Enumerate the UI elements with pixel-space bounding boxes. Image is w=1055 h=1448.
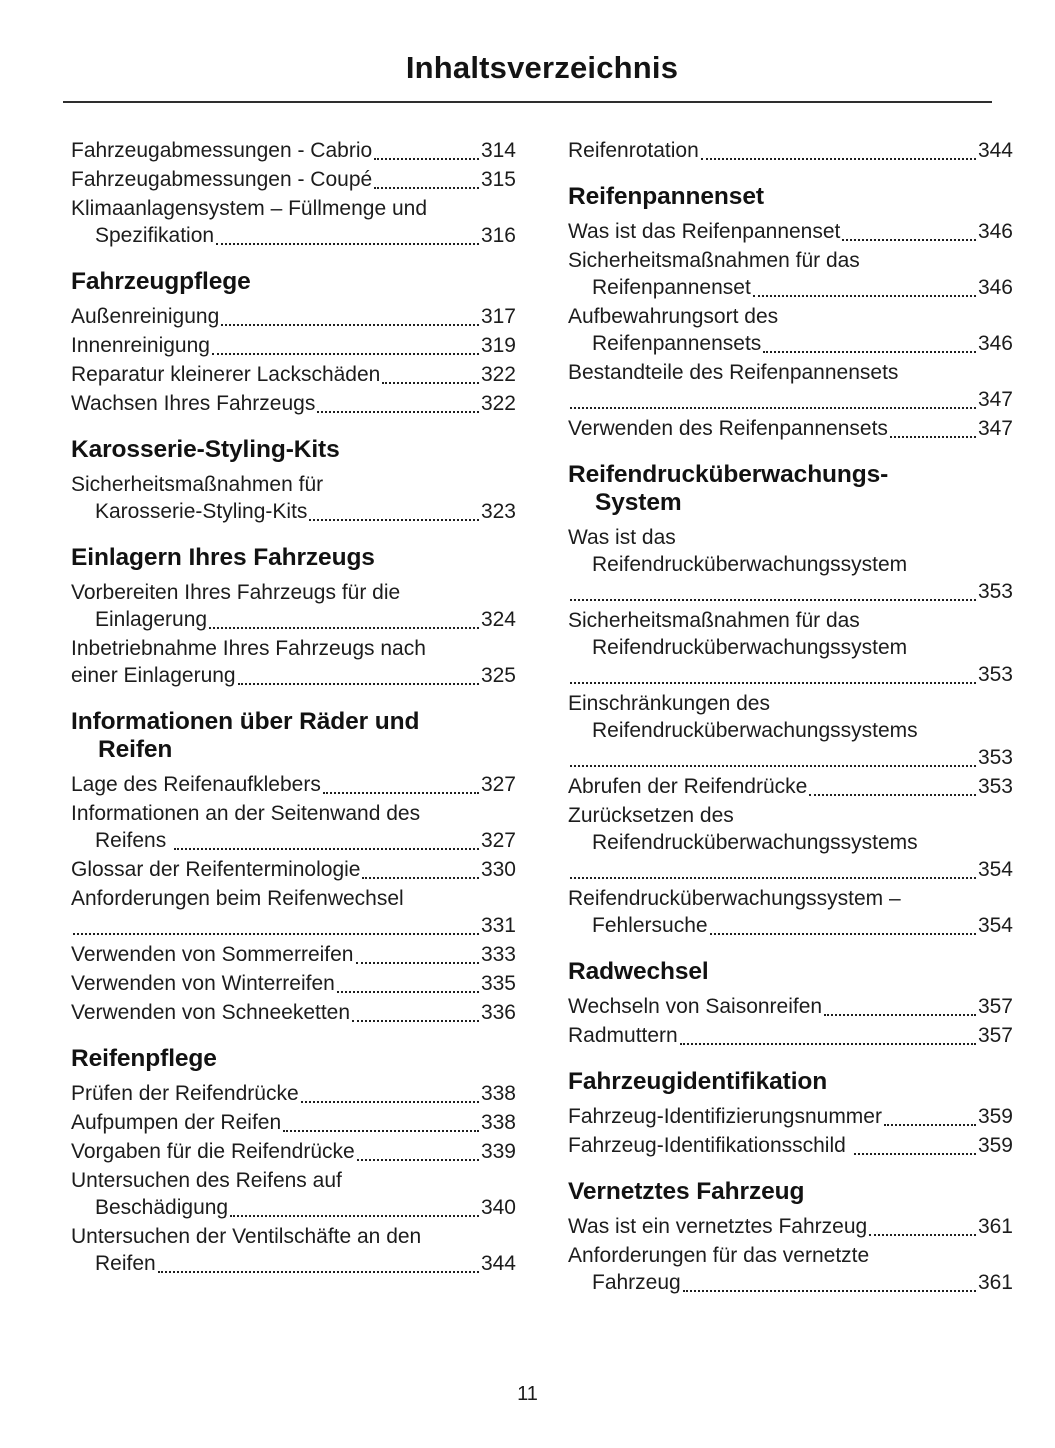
toc-column-right xyxy=(568,137,1013,1298)
toc-section-heading xyxy=(71,1045,516,1073)
toc-entry xyxy=(71,970,516,997)
toc-page-ref: 339 xyxy=(480,1140,516,1163)
toc-page-ref: 327 xyxy=(480,829,516,852)
toc-section-heading xyxy=(568,183,1013,211)
page-number: 11 xyxy=(517,1383,538,1405)
toc-page-ref: 347 xyxy=(977,417,1013,440)
toc-entry-leader-line xyxy=(71,771,516,798)
toc-page-ref: 359 xyxy=(977,1134,1013,1157)
toc-entry xyxy=(71,579,516,633)
toc-section-heading-line: System xyxy=(595,489,682,516)
dot-leader xyxy=(238,662,479,689)
toc-entry-leader-line xyxy=(71,303,516,330)
toc-entry-leader-line xyxy=(71,166,516,193)
toc-entry-line: Sicherheitsmaßnahmen für das xyxy=(568,249,860,272)
toc-entry-text: Einlagerung xyxy=(95,608,208,631)
toc-section-heading xyxy=(568,1178,1013,1206)
toc-section-heading-line: Einlagern Ihres Fahrzeugs xyxy=(71,544,375,571)
dot-leader xyxy=(374,137,479,164)
toc-entry-text: Außenreinigung xyxy=(71,305,220,328)
toc-entry xyxy=(568,607,1013,688)
toc-entry-text: Verwenden von Sommerreifen xyxy=(71,943,354,966)
toc-page-ref: 340 xyxy=(480,1196,516,1219)
toc-entry xyxy=(568,1022,1013,1049)
toc-entry-text: Reifenpannenset xyxy=(592,276,751,299)
toc-entry-leader-line xyxy=(71,941,516,968)
toc-entry-leader-line xyxy=(568,1213,1013,1240)
toc-page-ref: 344 xyxy=(480,1252,516,1275)
toc-page-ref: 331 xyxy=(480,914,516,937)
toc-entry-line: Reifendrucküberwachungssystem xyxy=(592,636,908,659)
toc-entry-leader-line xyxy=(71,390,516,417)
toc-entry xyxy=(71,137,516,164)
toc-page-ref: 353 xyxy=(977,663,1013,686)
toc-entry-text: Was ist ein vernetztes Fahrzeug xyxy=(568,1215,868,1238)
toc-entry xyxy=(71,1080,516,1107)
toc-entry xyxy=(568,415,1013,442)
dot-leader xyxy=(374,166,479,193)
toc-page-ref: 346 xyxy=(977,276,1013,299)
toc-entry-line: Untersuchen des Reifens auf xyxy=(71,1169,342,1192)
toc-entry-line: Klimaanlagensystem – Füllmenge und xyxy=(71,197,428,220)
toc-entry-text: Was ist das Reifenpannenset xyxy=(568,220,841,243)
toc-entry xyxy=(568,1242,1013,1296)
toc-page-ref: 353 xyxy=(977,580,1013,603)
toc-entry xyxy=(568,802,1013,883)
dot-leader xyxy=(230,1194,479,1221)
toc-entry xyxy=(71,1109,516,1136)
toc-entry-text: Radmuttern xyxy=(568,1024,678,1047)
toc-section-heading-line: Vernetztes Fahrzeug xyxy=(568,1178,805,1205)
toc-entry xyxy=(71,885,516,939)
toc-entry xyxy=(71,1223,516,1277)
toc-entry-leader-line xyxy=(568,993,1013,1020)
toc-entry-line: Reifendrucküberwachungssystem – xyxy=(568,887,901,910)
toc-section-heading xyxy=(568,461,1013,517)
dot-leader xyxy=(209,606,479,633)
toc-entry-leader-line xyxy=(71,1250,516,1277)
dot-leader xyxy=(570,661,976,688)
dot-leader xyxy=(174,827,479,854)
toc-page-ref: 324 xyxy=(480,608,516,631)
dot-leader xyxy=(352,999,479,1026)
toc-page-ref: 359 xyxy=(977,1105,1013,1128)
toc-entry-leader-line xyxy=(71,856,516,883)
toc-entry xyxy=(568,690,1013,771)
toc-entry xyxy=(568,773,1013,800)
toc-entry-text: Reifenpannensets xyxy=(592,332,762,355)
toc-entry-leader-line xyxy=(71,970,516,997)
toc-page-ref: 361 xyxy=(977,1271,1013,1294)
toc-section-heading xyxy=(71,708,516,764)
toc-entry-leader-line xyxy=(71,827,516,854)
dot-leader xyxy=(683,1269,976,1296)
toc-entry-leader-line xyxy=(71,1080,516,1107)
toc-entry xyxy=(71,856,516,883)
toc-page-ref: 316 xyxy=(480,224,516,247)
toc-entry-text: Fahrzeugabmessungen - Coupé xyxy=(71,168,373,191)
toc-entry-line: Informationen an der Seitenwand des xyxy=(71,802,421,825)
dot-leader xyxy=(212,332,479,359)
dot-leader xyxy=(842,218,976,245)
toc-entry-leader-line xyxy=(71,912,516,939)
toc-entry-text: einer Einlagerung xyxy=(71,664,236,687)
toc-page-ref: 327 xyxy=(480,773,516,796)
dot-leader xyxy=(753,274,976,301)
dot-leader xyxy=(570,744,976,771)
toc-section-heading-line: Reifendrucküberwachungs- xyxy=(568,461,889,488)
toc-entry-text: Spezifikation xyxy=(95,224,215,247)
toc-entry xyxy=(71,635,516,689)
toc-entry xyxy=(71,941,516,968)
toc-section-heading xyxy=(568,1068,1013,1096)
toc-entry xyxy=(568,218,1013,245)
toc-entry-text: Beschädigung xyxy=(95,1196,229,1219)
dot-leader xyxy=(763,330,976,357)
dot-leader xyxy=(890,415,976,442)
toc-section-heading xyxy=(71,436,516,464)
dot-leader xyxy=(362,856,478,883)
toc-entry-line: Reifendrucküberwachungssystems xyxy=(592,831,918,854)
toc-page-ref: 346 xyxy=(977,332,1013,355)
toc-entry-leader-line xyxy=(568,912,1013,939)
toc-page-ref: 322 xyxy=(480,363,516,386)
page-title: Inhaltsverzeichnis xyxy=(405,50,679,85)
dot-leader xyxy=(317,390,479,417)
dot-leader xyxy=(382,361,479,388)
toc-entry-line: Aufbewahrungsort des xyxy=(568,305,779,328)
toc-page-ref: 319 xyxy=(480,334,516,357)
toc-section-heading-line: Karosserie-Styling-Kits xyxy=(71,436,340,463)
toc-page-ref: 330 xyxy=(480,858,516,881)
page-header xyxy=(71,38,1013,103)
toc-entry-leader-line xyxy=(568,330,1013,357)
toc-entry-leader-line xyxy=(568,137,1013,164)
toc-entry-leader-line xyxy=(568,218,1013,245)
toc-page-ref: 325 xyxy=(480,664,516,687)
toc-entry-leader-line xyxy=(71,606,516,633)
toc-page-ref: 361 xyxy=(977,1215,1013,1238)
toc-entry-line: Reifendrucküberwachungssystems xyxy=(592,719,918,742)
toc-entry-leader-line xyxy=(568,578,1013,605)
toc-entry-text: Reifens xyxy=(95,829,173,852)
toc-page-ref: 323 xyxy=(480,500,516,523)
toc-entry-leader-line xyxy=(71,332,516,359)
toc-entry-leader-line xyxy=(568,661,1013,688)
toc-entry xyxy=(568,1213,1013,1240)
toc-page-ref: 354 xyxy=(977,914,1013,937)
dot-leader xyxy=(283,1109,479,1136)
toc-entry-leader-line xyxy=(568,274,1013,301)
toc-entry xyxy=(568,359,1013,413)
toc-entry xyxy=(568,524,1013,605)
toc-entry-line: Sicherheitsmaßnahmen für das xyxy=(568,609,860,632)
dot-leader xyxy=(570,578,976,605)
toc-entry-leader-line xyxy=(568,1132,1013,1159)
toc-section-heading-line: Reifenpflege xyxy=(71,1045,217,1072)
toc-entry-leader-line xyxy=(568,856,1013,883)
toc-entry-line: Untersuchen der Ventilschäfte an den xyxy=(71,1225,422,1248)
toc-entry-line: Inbetriebnahme Ihres Fahrzeugs nach xyxy=(71,637,426,660)
toc-entry-text: Verwenden von Schneeketten xyxy=(71,1001,351,1024)
toc-page-ref: 344 xyxy=(977,139,1013,162)
toc-entry-text: Vorgaben für die Reifendrücke xyxy=(71,1140,355,1163)
toc-entry xyxy=(568,1103,1013,1130)
title-divider xyxy=(63,101,992,103)
dot-leader xyxy=(710,912,976,939)
toc-entry xyxy=(568,885,1013,939)
toc-entry-leader-line xyxy=(568,1103,1013,1130)
toc-entry-text: Aufpumpen der Reifen xyxy=(71,1111,282,1134)
toc-entry-line: Bestandteile des Reifenpannensets xyxy=(568,361,899,384)
dot-leader xyxy=(309,498,479,525)
toc-page-ref: 346 xyxy=(977,220,1013,243)
toc-entry-line: Was ist das xyxy=(568,526,676,549)
toc-section-heading xyxy=(71,268,516,296)
toc-entry-text: Verwenden von Winterreifen xyxy=(71,972,335,995)
toc-entry-text: Reifenrotation xyxy=(568,139,699,162)
dot-leader xyxy=(824,993,976,1020)
toc-page-ref: 353 xyxy=(977,775,1013,798)
toc-entry-leader-line xyxy=(568,1269,1013,1296)
toc-entry xyxy=(71,800,516,854)
toc-page-ref: 336 xyxy=(480,1001,516,1024)
toc-entry-text: Fahrzeugabmessungen - Cabrio xyxy=(71,139,373,162)
toc-entry-text: Innenreinigung xyxy=(71,334,210,357)
toc-page-ref: 347 xyxy=(977,388,1013,411)
toc-section-heading-line: Fahrzeugidentifikation xyxy=(568,1068,828,1095)
toc-entry xyxy=(71,361,516,388)
dot-leader xyxy=(337,970,479,997)
toc-page-ref: 333 xyxy=(480,943,516,966)
dot-leader xyxy=(301,1080,479,1107)
toc-page-ref: 335 xyxy=(480,972,516,995)
dot-leader xyxy=(570,386,976,413)
toc-entry xyxy=(71,1138,516,1165)
toc-entry xyxy=(568,993,1013,1020)
toc-entry-leader-line xyxy=(568,1022,1013,1049)
toc-entry-text: Abrufen der Reifendrücke xyxy=(568,775,808,798)
toc-entry-text: Fahrzeug-Identifikationsschild xyxy=(568,1134,852,1157)
dot-leader xyxy=(884,1103,976,1130)
toc-entry-text: Glossar der Reifenterminologie xyxy=(71,858,361,881)
toc-section-heading-line: Informationen über Räder und xyxy=(71,708,420,735)
toc-entry-text: Wachsen Ihres Fahrzeugs xyxy=(71,392,316,415)
toc-page-ref: 314 xyxy=(480,139,516,162)
toc-entry-text: Wechseln von Saisonreifen xyxy=(568,995,823,1018)
toc-entry xyxy=(71,332,516,359)
toc-entry-leader-line xyxy=(71,662,516,689)
toc-section-heading-line: Radwechsel xyxy=(568,958,709,985)
toc-entry-leader-line xyxy=(71,999,516,1026)
dot-leader xyxy=(323,771,479,798)
toc-entry xyxy=(71,771,516,798)
dot-leader xyxy=(570,856,976,883)
toc-section-heading-line: Reifen xyxy=(98,736,173,763)
toc-entry-text: Fahrzeug-Identifizierungsnummer xyxy=(568,1105,882,1128)
toc-entry-leader-line xyxy=(71,137,516,164)
dot-leader xyxy=(854,1132,976,1159)
toc-entry-leader-line xyxy=(71,1194,516,1221)
dot-leader xyxy=(680,1022,976,1049)
toc-entry xyxy=(71,303,516,330)
toc-entry xyxy=(568,247,1013,301)
toc-entry xyxy=(71,195,516,249)
toc-column-left xyxy=(71,137,516,1298)
toc-entry-leader-line xyxy=(71,361,516,388)
dot-leader xyxy=(221,303,479,330)
toc-entry xyxy=(71,471,516,525)
toc-entry xyxy=(71,1167,516,1221)
toc-entry-text: Prüfen der Reifendrücke xyxy=(71,1082,299,1105)
toc-entry-leader-line xyxy=(71,1138,516,1165)
toc-entry-text: Fahrzeug xyxy=(592,1271,681,1294)
toc-page-ref: 353 xyxy=(977,746,1013,769)
toc-section-heading xyxy=(568,958,1013,986)
dot-leader xyxy=(356,941,479,968)
toc-entry xyxy=(71,999,516,1026)
dot-leader xyxy=(357,1138,479,1165)
toc-page-ref: 357 xyxy=(977,995,1013,1018)
toc-entry-leader-line xyxy=(71,222,516,249)
toc-entry-leader-line xyxy=(568,386,1013,413)
toc-entry-leader-line xyxy=(71,498,516,525)
table-of-contents xyxy=(71,137,1013,1298)
toc-section-heading-line: Fahrzeugpflege xyxy=(71,268,251,295)
toc-entry xyxy=(568,137,1013,164)
dot-leader xyxy=(701,137,976,164)
toc-page-ref: 357 xyxy=(977,1024,1013,1047)
toc-entry-leader-line xyxy=(568,415,1013,442)
toc-entry-text: Fehlersuche xyxy=(592,914,708,937)
toc-page-ref: 354 xyxy=(977,858,1013,881)
toc-section-heading-line: Reifenpannenset xyxy=(568,183,764,210)
toc-entry-line: Vorbereiten Ihres Fahrzeugs für die xyxy=(71,581,401,604)
toc-section-heading xyxy=(71,544,516,572)
toc-entry xyxy=(71,166,516,193)
toc-entry-leader-line xyxy=(568,744,1013,771)
toc-entry-line: Anforderungen beim Reifenwechsel xyxy=(71,887,404,910)
toc-entry-text: Reifen xyxy=(95,1252,156,1275)
toc-page-ref: 338 xyxy=(480,1111,516,1134)
toc-entry-text: Lage des Reifenaufklebers xyxy=(71,773,321,796)
toc-entry xyxy=(568,1132,1013,1159)
toc-entry xyxy=(71,390,516,417)
toc-page-ref: 315 xyxy=(480,168,516,191)
toc-entry-leader-line xyxy=(568,773,1013,800)
dot-leader xyxy=(869,1213,976,1240)
toc-entry-line: Anforderungen für das vernetzte xyxy=(568,1244,870,1267)
toc-entry xyxy=(568,303,1013,357)
toc-page-ref: 338 xyxy=(480,1082,516,1105)
toc-entry-line: Reifendrucküberwachungssystem xyxy=(592,553,908,576)
toc-entry-line: Sicherheitsmaßnahmen für xyxy=(71,473,324,496)
toc-entry-leader-line xyxy=(71,1109,516,1136)
dot-leader xyxy=(73,912,479,939)
toc-entry-line: Einschränkungen des xyxy=(568,692,770,715)
toc-entry-text: Karosserie-Styling-Kits xyxy=(95,500,308,523)
toc-entry-text: Reparatur kleinerer Lackschäden xyxy=(71,363,381,386)
dot-leader xyxy=(216,222,479,249)
dot-leader xyxy=(809,773,976,800)
toc-page-ref: 317 xyxy=(480,305,516,328)
toc-page-ref: 322 xyxy=(480,392,516,415)
dot-leader xyxy=(158,1250,479,1277)
toc-entry-text: Verwenden des Reifenpannensets xyxy=(568,417,888,440)
toc-entry-line: Zurücksetzen des xyxy=(568,804,734,827)
